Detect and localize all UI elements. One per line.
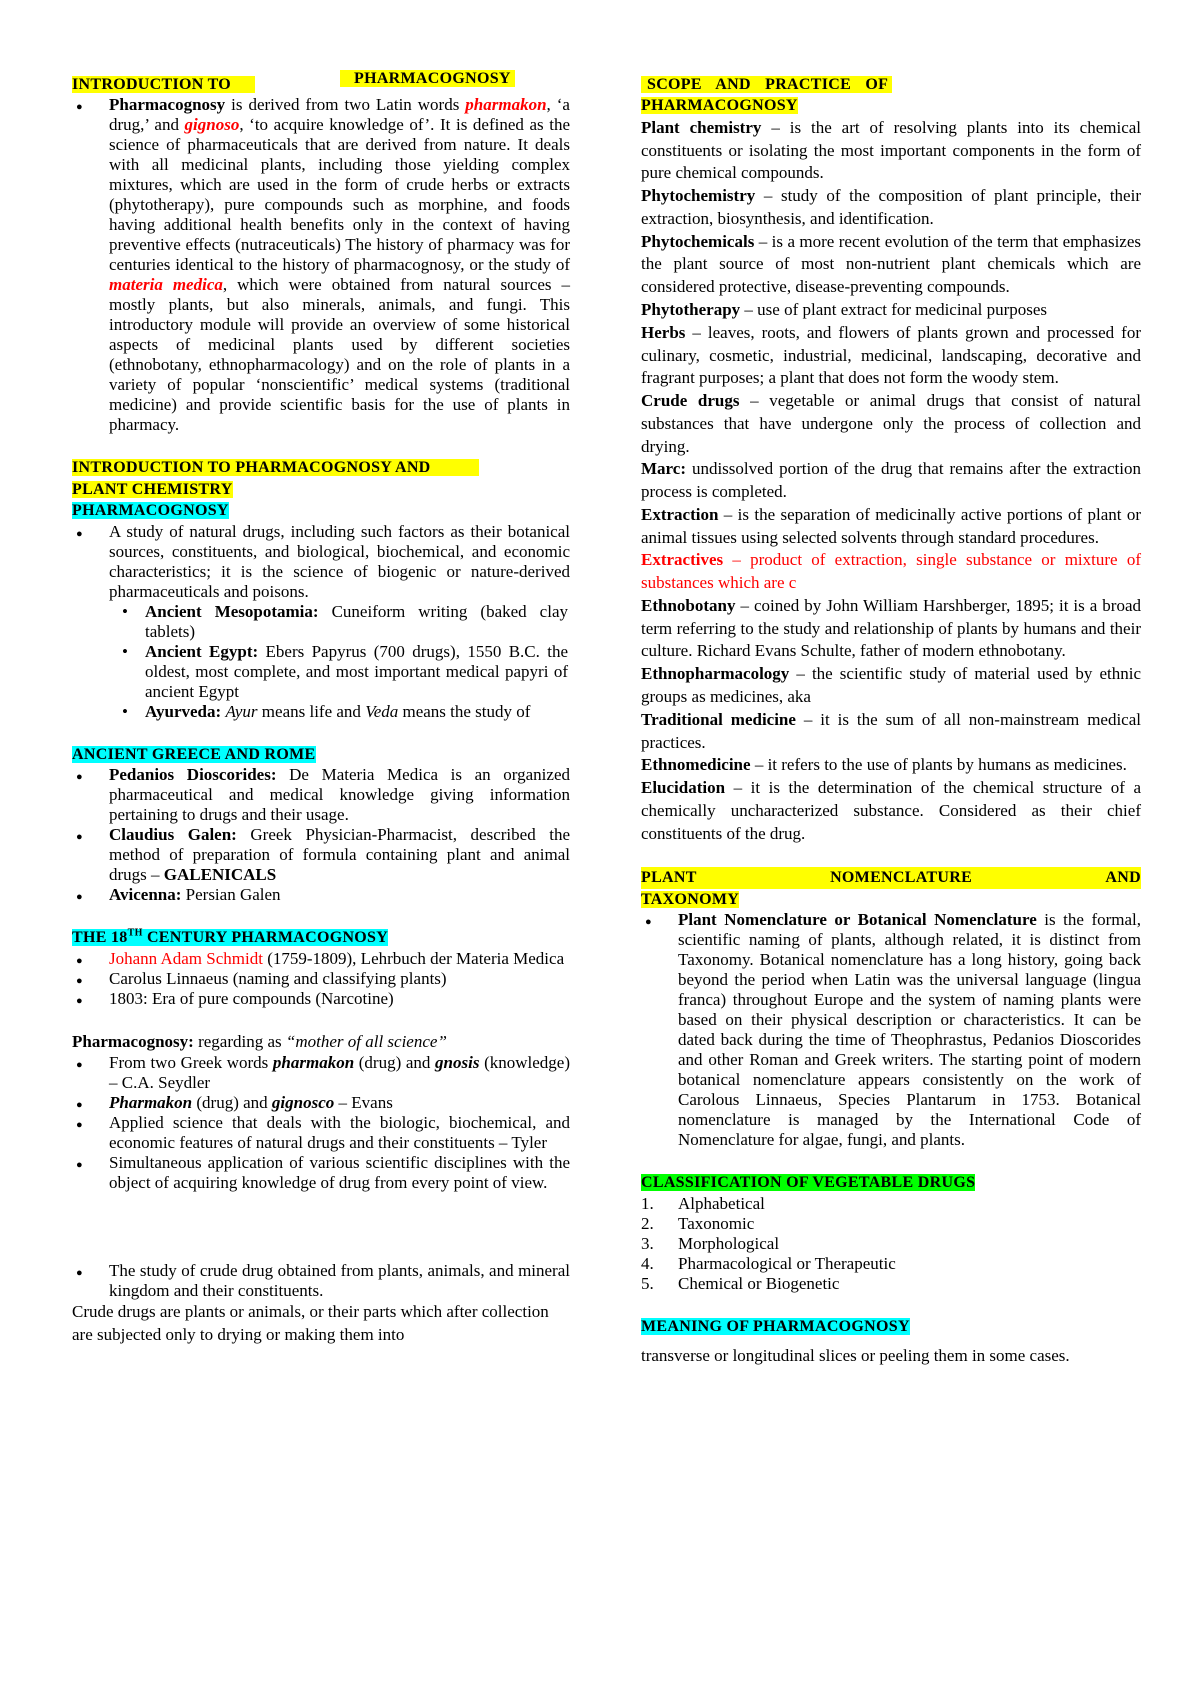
left-column (72, 70, 571, 1347)
text-run: Johann Adam Schmidt (109, 948, 263, 968)
definition-entry (641, 322, 1141, 390)
text-run: Herbs (641, 322, 686, 342)
text-run: regarding as (193, 1031, 286, 1051)
text-run: Extractives (641, 550, 724, 570)
text-run: materia medica (109, 275, 223, 295)
century-list-item (72, 949, 570, 969)
text-run: Cuneiform writing (baked clay tablets) (145, 601, 569, 641)
text-run: gnosis (435, 1053, 480, 1073)
eighteenth-century-list (72, 949, 570, 1009)
meaning-heading: MEANING OF PHARMACOGNOSY (641, 1317, 910, 1335)
item-label: Pharmacological or Therapeutic (678, 1253, 896, 1273)
text-run: – use of plant extract for medicinal purposes (740, 300, 1048, 319)
text-run: Elucidation (641, 778, 726, 798)
text-run: – is a more recent evolution of the term that emphasizes the plant source of most non-nutrient plant chemicals which are considered protective, disease-preventing compounds. (641, 231, 1141, 297)
item-label: Chemical or Biogenetic (678, 1273, 840, 1293)
text-run: gignoso (184, 115, 240, 135)
text-run: means life and (257, 701, 366, 721)
ancient-list-item (108, 702, 568, 722)
text-run: Carolus Linnaeus (naming and classifying plants) (109, 968, 447, 988)
text-run: Traditional medicine (641, 709, 796, 729)
classification-item (641, 1234, 1141, 1254)
text-run: pharmakon (272, 1053, 355, 1073)
text-run: , which were obtained from natural sources – mostly plants, but also minerals, animals, and fungi. This introductory module will provide an overview of some historical aspects of medicinal plants used by different societies (ethnobotany, ethnopharmacology) and on the role of plants in a variety of popular ‘nonscientific’ medical systems (traditional medicine) and provide scientific basis for the use of plants in pharmacy. (109, 275, 570, 435)
nomenclature-heading-line-1 (641, 867, 1141, 888)
definition-list-item (72, 1113, 570, 1153)
scope-heading: SCOPE AND PRACTICE OF PHARMACOGNOSY (641, 74, 1141, 117)
definition-entry (641, 231, 1141, 299)
text-run: – Evans (334, 1093, 393, 1113)
text-run: Veda (365, 701, 399, 721)
mother-of-science-line (72, 1031, 570, 1054)
nomenclature-paragraph (641, 910, 1141, 1150)
text-run: (knowledge) – C.A. Seydler (109, 1053, 571, 1093)
text-run: Phytochemistry (641, 186, 756, 206)
text-run: , ‘to acquire knowledge of’. It is defined as the science of pharmaceuticals that are derived from nature. It deals with all medicinal plants, including those yielding complex mixtures, which are used in the form of crude herbs or extracts (phytotherapy), pure compounds such as morphine, and foods having additional health benefits only in the context of having preventive effects (nutraceuticals) The history of pharmacy was for centuries identical to the history of pharmacognosy, or the study of (109, 115, 570, 275)
definition-entry (641, 754, 1141, 777)
text-run: – coined by John William Harshberger, 1895; it is a broad term referring to the study and relationship of plants by humans and their culture. Richard Evans Schulte, father of modern ethnobotany. (641, 595, 1141, 661)
item-number: 4. (641, 1253, 654, 1273)
text-run: (drug) and (192, 1093, 272, 1113)
meaning-text: transverse or longitudinal slices or peeling them in some cases. (641, 1346, 1070, 1366)
text-run: (1759-1809), Lehrbuch der Materia Medica (262, 948, 565, 968)
definition-list-item (72, 1153, 570, 1193)
text-run: – the scientific study of material used by ethnic groups as medicines, aka (641, 664, 1141, 707)
definitions-list (641, 117, 1141, 846)
nomenclature-heading-word: AND (1105, 869, 1141, 887)
text-run: – it is the sum of all non-mainstream medical practices. (641, 709, 1141, 752)
definition-entry (641, 185, 1141, 231)
classification-item (641, 1274, 1141, 1294)
greece-list-item (72, 825, 570, 885)
item-number: 1. (641, 1193, 654, 1213)
text-run: Claudius Galen: (109, 825, 237, 845)
definition-entry (641, 458, 1141, 504)
item-label: Alphabetical (678, 1193, 765, 1213)
definition-entry (641, 299, 1141, 322)
text-run: – is the art of resolving plants into its chemical constituents or isolating the most important components in the form of pure chemical compounds. (641, 117, 1142, 183)
ancient-list-item (108, 642, 568, 702)
text-run: – leaves, roots, and flowers of plants grown and processed for culinary, cosmetic, industrial, medicinal, landscaping, decorative and fragrant purposes; a plant that does not form the woody stem. (641, 322, 1141, 388)
classification-item (641, 1214, 1141, 1234)
text-run: Phytochemicals (641, 231, 755, 251)
text-run: Plant chemistry (641, 117, 762, 137)
text-run: Ancient Mesopotamia: (145, 601, 319, 621)
text-run: Ebers Papyrus (700 drugs), 1550 B.C. the oldest, most complete, and most important medical papyri of ancient Egypt (145, 641, 569, 701)
classification-item (641, 1194, 1141, 1214)
text-run: From two Greek words (109, 1053, 273, 1073)
text-run: – it refers to the use of plants by humans as medicines. (750, 755, 1127, 775)
text-run: Ancient Egypt: (145, 641, 259, 661)
text-run: Phytotherapy (641, 300, 741, 319)
text-run: is the formal, scientific naming of plants, although related, it is distinct from Taxonomy. Botanical nomenclature has a long history, going back beyond the period when Latin was the universal language (lingua franca) throughout Europe and the system of naming plants were based on their physical description or characteristics. It can be dated back during the time of Theophrastus, Pedanios Dioscorides and other Roman and Greek writers. The starting point of modern botanical nomenclature appears consistently on the work of Carolous Linnaeus, Species Plantarum in 1753. Botanical nomenclature is managed by the International Code of Nomenclature for algae, fungi, and plants. (678, 910, 1142, 1150)
text-run: Ayurveda: (145, 701, 222, 721)
definition-list-item (72, 1093, 570, 1113)
text-run: Greek Physician-Pharmacist, described the method of preparation of formula containing plant and animal drugs – (109, 825, 570, 885)
definition-entry (641, 549, 1141, 595)
pharmacognosy-heading: PHARMACOGNOSY (72, 502, 229, 520)
item-label: Morphological (678, 1233, 780, 1253)
ancient-civilization-list (72, 602, 570, 722)
text-run: gignosco (271, 1093, 335, 1113)
item-number: 3. (641, 1233, 654, 1253)
text-run: Marc: (641, 459, 686, 479)
nomenclature-heading-line-2: TAXONOMY (641, 890, 740, 908)
definition-entry (641, 390, 1141, 458)
text-run: Pharmakon (109, 1093, 193, 1113)
text-run: , ‘a drug,’ and (109, 95, 570, 135)
text-run: Applied science that deals with the biologic, biochemical, and economic features of natural drugs and their constituents – Tyler (109, 1113, 570, 1153)
item-number: 5. (641, 1273, 654, 1293)
intro-paragraph (72, 95, 570, 435)
definition-entry (641, 595, 1141, 663)
classification-item (641, 1254, 1141, 1274)
text-run: Pedanios Dioscorides: (109, 765, 277, 785)
greece-rome-heading: ANCIENT GREECE AND ROME (72, 745, 316, 763)
text-run: Ayur (225, 701, 258, 721)
text-run: Plant Nomenclature or Botanical Nomenclature (678, 910, 1037, 930)
right-column (641, 74, 1141, 1368)
definition-entry (641, 504, 1141, 550)
text-run: (drug) and (354, 1053, 436, 1073)
text-run: Ethnobotany (641, 595, 736, 615)
text-run: De Materia Medica is an organized pharmaceutical and medical knowledge giving information pertaining to drugs and their usage. (109, 765, 570, 825)
text-run: Extraction (641, 504, 719, 524)
text-run: Persian Galen (181, 885, 281, 905)
text-run: – it is the determination of the chemical structure of a chemically uncharacterized substance. Considered as their chief constituents of the drug. (641, 778, 1141, 843)
intro-heading: INTRODUCTION TO (72, 76, 255, 93)
nomenclature-heading-word: PLANT (641, 869, 697, 887)
definition-entry (641, 709, 1141, 755)
greece-rome-list (72, 765, 570, 905)
definition-entry (641, 777, 1141, 845)
text-run: “mother of all science” (285, 1031, 447, 1051)
text-run: – vegetable or animal drugs that consist of natural substances that have undergone only the process of collection and drying. (641, 391, 1141, 456)
text-run: Pharmacognosy (109, 95, 226, 115)
intro-heading-title: PHARMACOGNOSY (340, 68, 515, 89)
definition-list-item (72, 1053, 570, 1093)
definition-paragraph: ● A study of natural drugs, including such factors as their botanical sources, constituents, and biological, biochemical, and economic characteristics; it is the science of biogenic or nature-derived pharmaceuticals and poisons. (72, 522, 570, 602)
text-run: Crude drugs (641, 391, 740, 411)
crude-drug-study: ● The study of crude drug obtained from plants, animals, and mineral kingdom and their constituents. (72, 1261, 570, 1301)
item-number: 2. (641, 1213, 654, 1233)
definition-entry (641, 663, 1141, 709)
text-run: Simultaneous application of various scientific disciplines with the object of acquiring knowledge of drug from every point of view. (109, 1153, 570, 1193)
classification-list (641, 1194, 1141, 1294)
item-label: Taxonomic (678, 1213, 755, 1233)
text-run: GALENICALS (163, 865, 277, 885)
text-run: Avicenna: (109, 885, 182, 905)
greece-list-item (72, 765, 570, 825)
text-run: Pharmacognosy: (72, 1031, 194, 1051)
text-run: – study of the composition of plant principle, their extraction, biosynthesis, and identification. (641, 186, 1141, 228)
pharmacognosy-definitions-list (72, 1053, 570, 1193)
nomenclature-heading-word: NOMENCLATURE (830, 869, 973, 887)
text-run: Ethnomedicine (641, 755, 751, 775)
century-list-item (72, 989, 570, 1009)
century-list-item (72, 969, 570, 989)
classification-heading: CLASSIFICATION OF VEGETABLE DRUGS (641, 1174, 976, 1192)
text-run: Ethnopharmacology (641, 664, 790, 684)
text-run: – is the separation of medicinally active portions of plant or animal tissues using selected solvents through standard procedures. (641, 504, 1141, 547)
text-run: means the study of (398, 701, 531, 721)
text-run: undissolved portion of the drug that remains after the extraction process is completed. (641, 459, 1141, 502)
text-run: – product of extraction, single substance or mixture of substances which are c (641, 550, 1141, 593)
crude-drug-text: Crude drugs are plants or animals, or their parts which after collection are subjected only to drying or making them into (72, 1302, 549, 1345)
greece-list-item (72, 885, 570, 905)
plant-chemistry-heading: INTRODUCTION TO PHARMACOGNOSY AND PLANT CHEMISTRY (72, 457, 570, 500)
ancient-list-item (108, 602, 568, 642)
eighteenth-century-heading: THE 18TH CENTURY PHARMACOGNOSY (72, 927, 389, 947)
definition-entry (641, 117, 1141, 185)
text-run: is derived from two Latin words (225, 95, 466, 115)
text-run: pharmakon (465, 95, 547, 115)
text-run: 1803: Era of pure compounds (Narcotine) (109, 988, 394, 1008)
